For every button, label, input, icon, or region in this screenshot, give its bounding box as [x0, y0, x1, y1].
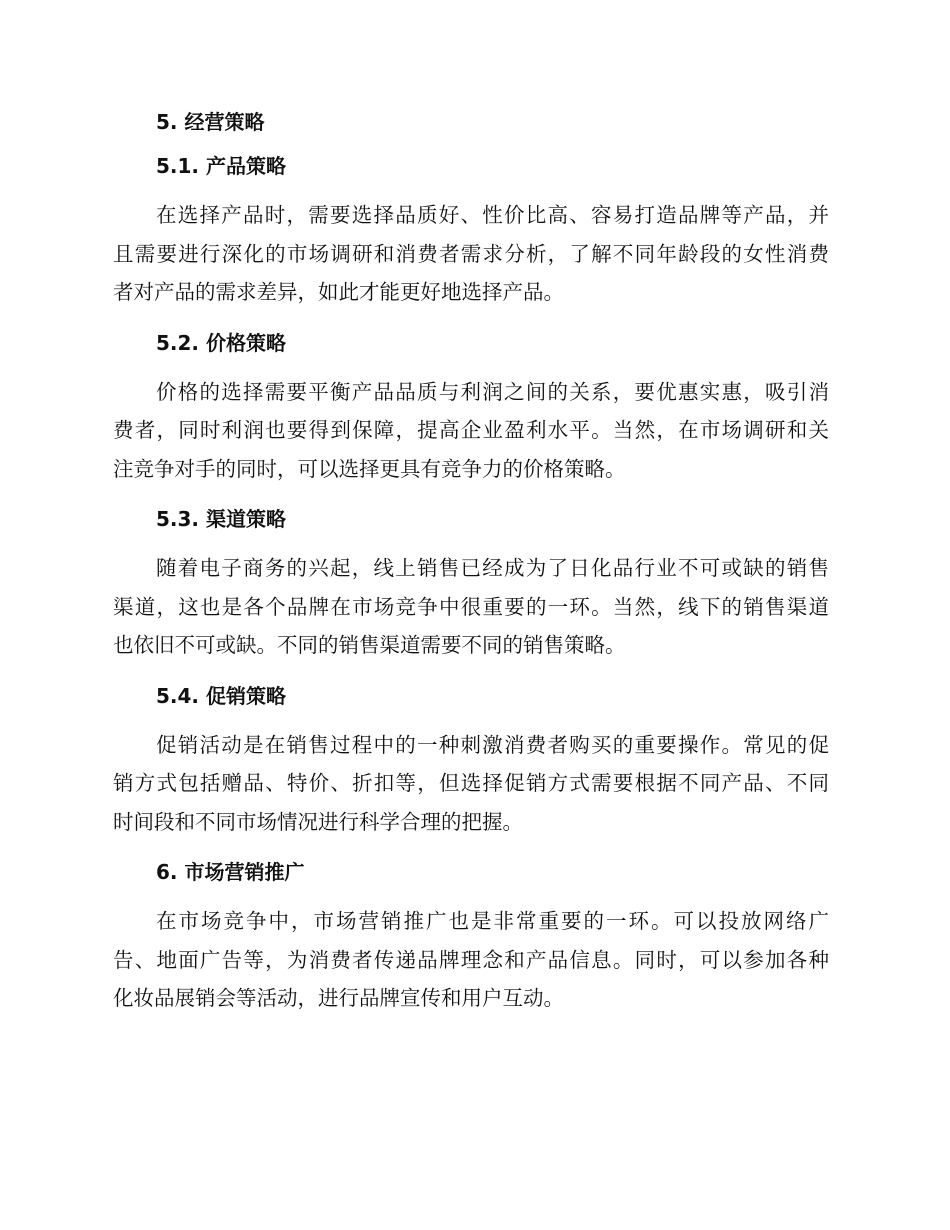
paragraph-channel-strategy: [113, 549, 829, 665]
paragraph-line: 也依旧不可或缺。不同的销售渠道需要不同的销售策略。: [113, 633, 626, 657]
paragraph-price-strategy: [113, 373, 829, 489]
section-heading-5: 5. 经营策略: [156, 110, 265, 134]
paragraph-product-strategy: [113, 196, 829, 312]
paragraph-line: 告、地面广告等，为消费者传递品牌理念和产品信息。同时，可以参加各种: [113, 947, 829, 972]
section-heading-5-3: 5.3. 渠道策略: [156, 507, 286, 531]
paragraph-marketing-promotion: [113, 902, 829, 1018]
paragraph-line: 随着电子商务的兴起，线上销售已经成为了日化品行业不可或缺的销售: [156, 556, 829, 580]
paragraph-line: 销方式包括赠品、特价、折扣等，但选择促销方式需要根据不同产品、不同: [113, 771, 829, 795]
paragraph-line: 促销活动是在销售过程中的一种刺激消费者购买的重要操作。常见的促: [156, 732, 829, 757]
paragraph-line: 费者，同时利润也要得到保障，提高企业盈利水平。当然，在市场调研和关: [113, 418, 829, 442]
paragraph-line: 且需要进行深化的市场调研和消费者需求分析，了解不同年龄段的女性消费: [113, 241, 829, 266]
section-heading-5-2: 5.2. 价格策略: [156, 330, 286, 355]
paragraph-line: 渠道，这也是各个品牌在市场竞争中很重要的一环。当然，线下的销售渠道: [113, 594, 829, 619]
section-heading-5-4: 5.4. 促销策略: [156, 683, 286, 708]
paragraph-line: 在市场竞争中，市场营销推广也是非常重要的一环。可以投放网络广: [156, 909, 829, 933]
section-heading-6: 6. 市场营销推广: [156, 860, 305, 884]
section-heading-5-1: 5.1. 产品策略: [156, 154, 286, 178]
paragraph-line: 化妆品展销会等活动，进行品牌宣传和用户互动。: [113, 986, 564, 1010]
paragraph-line: 在选择产品时，需要选择品质好、性价比高、容易打造品牌等产品，并: [156, 203, 829, 227]
paragraph-promotion-strategy: [113, 726, 829, 842]
paragraph-line: 注竞争对手的同时，可以选择更具有竞争力的价格策略。: [113, 456, 626, 481]
paragraph-line: 价格的选择需要平衡产品品质与利润之间的关系，要优惠实惠，吸引消: [156, 379, 829, 404]
document-page: [113, 108, 829, 1035]
paragraph-line: 者对产品的需求差异，如此才能更好地选择产品。: [113, 280, 564, 304]
paragraph-line: 时间段和不同市场情况进行科学合理的把握。: [113, 809, 523, 834]
